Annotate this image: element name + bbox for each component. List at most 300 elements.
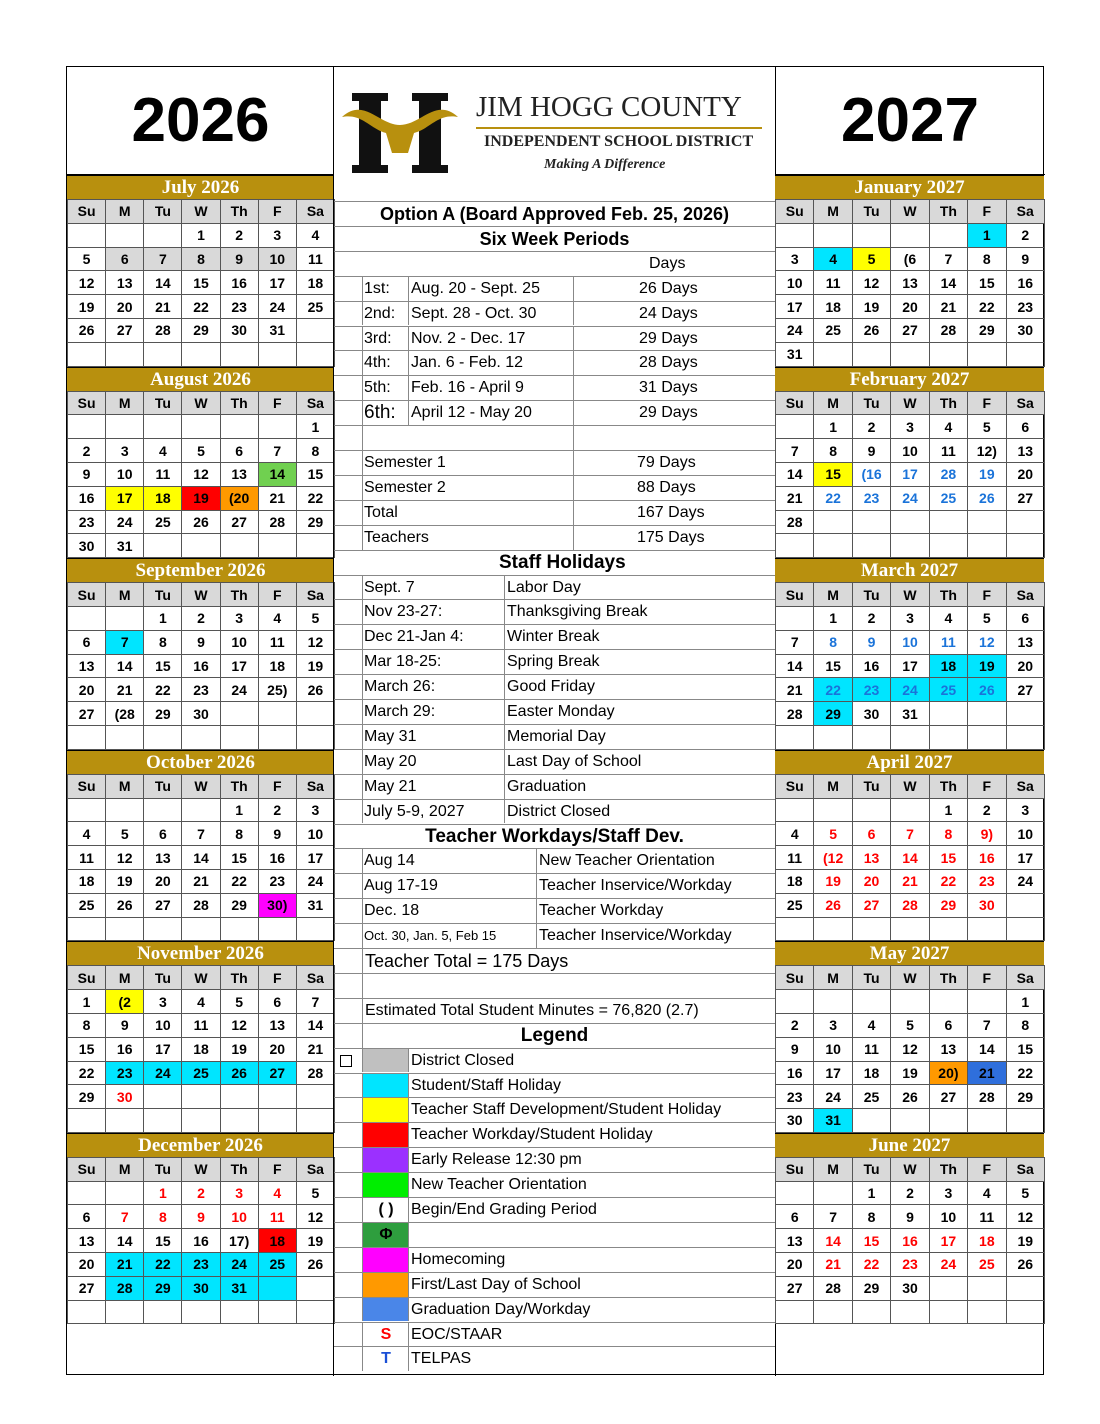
day-cell: 5 (220, 990, 258, 1014)
day-cell: 4 (182, 990, 220, 1014)
day-cell: 19 (968, 654, 1006, 678)
grading-period-row (334, 301, 775, 326)
column-divider (536, 899, 537, 923)
day-cell: 5 (182, 439, 220, 463)
day-cell: 26 (106, 893, 144, 917)
day-cell: 1 (968, 223, 1006, 247)
month-grid (67, 774, 335, 942)
day-cell (296, 534, 334, 558)
grading-period-row (334, 375, 775, 400)
weekday-header: Th (929, 966, 967, 990)
month-title: May 2027 (775, 941, 1044, 965)
period-number: 4th: (364, 354, 391, 372)
day-cell: 30) (258, 893, 296, 917)
day-cell: 8 (220, 822, 258, 846)
day-cell (1006, 725, 1044, 749)
column-divider (362, 1323, 363, 1347)
day-cell: 26 (852, 318, 890, 342)
day-cell (814, 725, 852, 749)
weekday-header: W (891, 391, 929, 415)
day-cell (814, 223, 852, 247)
day-cell: 3 (891, 415, 929, 439)
period-days: 29 Days (639, 329, 698, 347)
left-month-1 (67, 367, 334, 559)
day-cell: 26 (1006, 1253, 1044, 1277)
weekday-header: Su (68, 391, 106, 415)
column-divider (573, 501, 574, 525)
weekday-header: Tu (144, 774, 182, 798)
day-cell: 19 (968, 462, 1006, 486)
day-cell (106, 725, 144, 749)
day-cell: 13 (144, 846, 182, 870)
day-cell: 18 (296, 271, 334, 295)
day-cell (258, 415, 296, 439)
day-cell (776, 990, 814, 1014)
day-cell: 18 (258, 654, 296, 678)
day-cell (258, 917, 296, 941)
day-cell: 1 (1006, 990, 1044, 1014)
day-cell (968, 534, 1006, 558)
day-cell: 11 (814, 271, 852, 295)
weekday-header: Su (68, 966, 106, 990)
day-cell: 25 (144, 510, 182, 534)
weekday-header: W (182, 200, 220, 224)
day-cell: 31 (776, 342, 814, 366)
day-cell: 16 (852, 654, 890, 678)
month-title: September 2026 (67, 558, 334, 582)
weekday-header: W (891, 774, 929, 798)
day-cell: 6 (852, 822, 890, 846)
weekday-header: Th (929, 200, 967, 224)
day-cell: 11 (296, 247, 334, 271)
column-divider (362, 302, 363, 326)
holiday-date: July 5-9, 2027 (364, 802, 465, 820)
column-divider (362, 327, 363, 351)
day-cell (814, 1300, 852, 1324)
day-cell: 24 (776, 318, 814, 342)
day-cell: 10 (144, 1013, 182, 1037)
day-cell: 16 (891, 1229, 929, 1253)
day-cell: 3 (220, 1181, 258, 1205)
day-cell: 14 (929, 271, 967, 295)
weekday-header: Tu (852, 391, 890, 415)
day-cell (296, 917, 334, 941)
holiday-date: Dec 21-Jan 4: (364, 628, 464, 646)
period-range: Sept. 28 - Oct. 30 (411, 304, 537, 322)
weekday-header: Tu (852, 966, 890, 990)
legend-label: Teacher Staff Development/Student Holiday (411, 1101, 722, 1119)
day-cell (68, 415, 106, 439)
day-cell: 22 (144, 678, 182, 702)
column-divider (362, 476, 363, 500)
left-month-3 (67, 750, 334, 942)
day-cell: 28 (296, 1061, 334, 1085)
legend-swatch (363, 1098, 408, 1122)
day-cell: 7 (891, 822, 929, 846)
day-cell: 23 (852, 678, 890, 702)
column-divider (408, 1273, 409, 1297)
day-cell: 8 (929, 822, 967, 846)
day-cell (929, 342, 967, 366)
day-cell: 8 (814, 439, 852, 463)
day-cell: 29 (1006, 1085, 1044, 1109)
day-cell: 14 (258, 462, 296, 486)
weekday-header: W (891, 583, 929, 607)
day-cell: 20 (776, 1253, 814, 1277)
day-cell (258, 702, 296, 726)
day-cell: 29 (852, 1276, 890, 1300)
day-cell (106, 1181, 144, 1205)
column-divider (408, 401, 409, 425)
day-cell: 11 (929, 630, 967, 654)
day-cell: 29 (182, 318, 220, 342)
day-cell: 7 (106, 1205, 144, 1229)
day-cell: 2 (1006, 223, 1044, 247)
day-cell (182, 917, 220, 941)
column-divider (504, 750, 505, 774)
day-cell: 10 (258, 247, 296, 271)
column-divider (536, 924, 537, 948)
day-cell: 11 (144, 462, 182, 486)
day-cell: 3 (929, 1181, 967, 1205)
total-days: 79 Days (637, 454, 696, 471)
weekday-header: Th (929, 774, 967, 798)
day-cell: 4 (852, 1013, 890, 1037)
column-divider (408, 1248, 409, 1272)
weekday-header: M (814, 774, 852, 798)
day-cell (929, 510, 967, 534)
column-divider (362, 775, 363, 799)
day-cell: 23 (776, 1085, 814, 1109)
day-cell (68, 606, 106, 630)
day-cell: 30 (968, 893, 1006, 917)
day-cell: 2 (852, 606, 890, 630)
legend-label: New Teacher Orientation (411, 1176, 587, 1194)
day-cell: 30 (891, 1276, 929, 1300)
day-cell (852, 725, 890, 749)
day-cell: 6 (1006, 606, 1044, 630)
holiday-row (334, 799, 775, 824)
day-cell: 29 (144, 702, 182, 726)
day-cell (891, 510, 929, 534)
column-divider (362, 800, 363, 824)
day-cell: 17 (929, 1229, 967, 1253)
day-cell: 22 (68, 1061, 106, 1085)
day-cell: 6 (220, 439, 258, 463)
day-cell: 17 (296, 846, 334, 870)
weekday-header: Su (776, 1157, 814, 1181)
day-cell: 13 (220, 462, 258, 486)
day-cell: 25 (68, 893, 106, 917)
day-cell: 23 (968, 869, 1006, 893)
weekday-header: Tu (144, 583, 182, 607)
month-grid (775, 965, 1045, 1133)
day-cell: 10 (296, 822, 334, 846)
column-divider (362, 625, 363, 649)
day-cell (296, 1109, 334, 1133)
weekday-header: M (814, 200, 852, 224)
day-cell: 4 (814, 247, 852, 271)
day-cell (220, 1085, 258, 1109)
day-cell: 20 (258, 1037, 296, 1061)
day-cell: 1 (929, 798, 967, 822)
day-cell: 7 (968, 1013, 1006, 1037)
day-cell (929, 1300, 967, 1324)
day-cell (1006, 1109, 1044, 1133)
day-cell: 22 (968, 295, 1006, 319)
grading-period-row (334, 326, 775, 351)
day-cell: 14 (891, 846, 929, 870)
period-days: 29 Days (639, 404, 698, 422)
day-cell: 27 (68, 702, 106, 726)
day-cell (220, 342, 258, 366)
day-cell (144, 1085, 182, 1109)
day-cell (220, 725, 258, 749)
column-divider (504, 576, 505, 600)
day-cell (220, 1300, 258, 1324)
day-cell (182, 725, 220, 749)
column-divider (573, 401, 574, 425)
day-cell: 4 (929, 415, 967, 439)
legend-row (334, 1322, 775, 1347)
period-number: 1st: (364, 279, 390, 297)
holiday-date: May 31 (364, 727, 417, 745)
day-cell (852, 798, 890, 822)
day-cell: 28 (182, 893, 220, 917)
day-cell: 28 (776, 510, 814, 534)
holiday-date: March 29: (364, 703, 436, 720)
day-cell: 9 (258, 822, 296, 846)
weekday-header: W (182, 391, 220, 415)
day-cell (929, 917, 967, 941)
periods-title: Six Week Periods (479, 228, 630, 249)
day-cell: 21 (929, 295, 967, 319)
weekday-header: Su (68, 583, 106, 607)
column-divider (362, 999, 363, 1023)
day-cell: 14 (968, 1037, 1006, 1061)
day-cell: 17 (106, 486, 144, 510)
day-cell (258, 1085, 296, 1109)
column-divider (362, 700, 363, 724)
day-cell: 9 (220, 247, 258, 271)
weekday-header: Th (929, 391, 967, 415)
legend-row (334, 1122, 775, 1147)
weekday-header: Tu (852, 583, 890, 607)
day-cell: 17 (258, 271, 296, 295)
day-cell: 2 (258, 798, 296, 822)
workdays-title: Teacher Workdays/Staff Dev. (425, 825, 684, 847)
day-cell: 24 (891, 486, 929, 510)
day-cell (891, 917, 929, 941)
grading-period-row (334, 400, 775, 425)
day-cell: 22 (296, 486, 334, 510)
weekday-header: Sa (1006, 966, 1044, 990)
column-divider (362, 426, 363, 450)
day-cell: 9 (106, 1013, 144, 1037)
semester-total-row (334, 525, 775, 550)
semester-total-row (334, 475, 775, 500)
day-cell: 5 (968, 606, 1006, 630)
day-cell: 20) (929, 1061, 967, 1085)
day-cell (258, 725, 296, 749)
day-cell: 16 (1006, 271, 1044, 295)
day-cell: 23 (68, 510, 106, 534)
day-cell (968, 990, 1006, 1014)
day-cell: 6 (68, 1205, 106, 1229)
legend-swatch (363, 1298, 408, 1322)
day-cell (182, 1300, 220, 1324)
day-cell: 9 (182, 630, 220, 654)
spacer-row (334, 973, 775, 998)
column-divider (536, 874, 537, 898)
weekday-header: Th (929, 583, 967, 607)
day-cell (296, 1276, 334, 1300)
day-cell: 19 (182, 486, 220, 510)
day-cell: 16 (258, 846, 296, 870)
column-divider (362, 1198, 363, 1222)
day-cell (929, 990, 967, 1014)
column-divider (504, 625, 505, 649)
day-cell: 14 (296, 1013, 334, 1037)
day-cell: 9 (852, 630, 890, 654)
day-cell (258, 1300, 296, 1324)
day-cell: 31 (106, 534, 144, 558)
legend-row (334, 1172, 775, 1197)
day-cell: 29 (144, 1276, 182, 1300)
day-cell: 29 (220, 893, 258, 917)
day-cell: 8 (1006, 1013, 1044, 1037)
day-cell (852, 1300, 890, 1324)
column-divider (573, 302, 574, 326)
month-title: January 2027 (775, 175, 1044, 199)
day-cell: 5 (968, 415, 1006, 439)
day-cell (258, 1276, 296, 1300)
weekday-header: Su (776, 583, 814, 607)
weekday-header: Su (68, 1157, 106, 1181)
day-cell: 2 (182, 1181, 220, 1205)
day-cell (968, 510, 1006, 534)
day-cell: 20 (891, 295, 929, 319)
legend-row (334, 1247, 775, 1272)
day-cell (106, 415, 144, 439)
holiday-row (334, 575, 775, 600)
column-divider (408, 376, 409, 400)
day-cell: 5 (852, 247, 890, 271)
day-cell: 2 (852, 415, 890, 439)
month-title: April 2027 (775, 750, 1044, 774)
day-cell: (6 (891, 247, 929, 271)
weekday-header: F (968, 774, 1006, 798)
day-cell: 11 (68, 846, 106, 870)
day-cell: 10 (814, 1037, 852, 1061)
day-cell: 14 (106, 654, 144, 678)
holiday-name: Last Day of School (507, 752, 642, 770)
day-cell: 25 (182, 1061, 220, 1085)
day-cell: 22 (814, 678, 852, 702)
day-cell: 15 (929, 846, 967, 870)
day-cell (68, 342, 106, 366)
legend-row (334, 1147, 775, 1172)
day-cell: 28 (106, 1276, 144, 1300)
day-cell: 10 (1006, 822, 1044, 846)
legend-row (334, 1048, 775, 1073)
day-cell: 5 (296, 606, 334, 630)
day-cell (852, 917, 890, 941)
day-cell: 26 (220, 1061, 258, 1085)
weekday-header: Tu (144, 966, 182, 990)
month-title: March 2027 (775, 558, 1044, 582)
day-cell: 27 (220, 510, 258, 534)
column-divider (573, 351, 574, 375)
day-cell (814, 510, 852, 534)
day-cell (1006, 534, 1044, 558)
weekday-header: W (182, 774, 220, 798)
month-title: December 2026 (67, 1133, 334, 1157)
day-cell: 3 (220, 606, 258, 630)
holiday-row (334, 724, 775, 749)
day-cell (220, 1109, 258, 1133)
day-cell: 17 (144, 1037, 182, 1061)
weekday-header: Sa (1006, 583, 1044, 607)
day-cell: 16 (68, 486, 106, 510)
month-title: October 2026 (67, 750, 334, 774)
workday-row (334, 898, 775, 923)
day-cell: 13 (891, 271, 929, 295)
day-cell: 15 (182, 271, 220, 295)
weekday-header: Th (220, 1157, 258, 1181)
day-cell: 6 (106, 247, 144, 271)
weekday-header: F (258, 966, 296, 990)
column-divider (504, 675, 505, 699)
day-cell (929, 702, 967, 726)
day-cell: 29 (68, 1085, 106, 1109)
column-divider (362, 351, 363, 375)
day-cell: 15 (852, 1229, 890, 1253)
day-cell (852, 342, 890, 366)
day-cell: 30 (106, 1085, 144, 1109)
weekday-header: Th (220, 391, 258, 415)
day-cell: 21 (776, 486, 814, 510)
day-cell: 15 (968, 271, 1006, 295)
day-cell: 12 (891, 1037, 929, 1061)
day-cell: 27 (106, 318, 144, 342)
weekday-header: Th (220, 774, 258, 798)
day-cell: 15 (814, 654, 852, 678)
column-divider (408, 1074, 409, 1098)
day-cell: 13 (258, 1013, 296, 1037)
day-cell (776, 223, 814, 247)
day-cell: 11 (968, 1205, 1006, 1229)
right-month-1 (775, 367, 1044, 559)
day-cell: 18 (968, 1229, 1006, 1253)
day-cell (296, 1085, 334, 1109)
weekday-header: M (814, 966, 852, 990)
right-month-0 (775, 175, 1044, 367)
day-cell: 3 (1006, 798, 1044, 822)
day-cell: 30 (182, 1276, 220, 1300)
holiday-row (334, 624, 775, 649)
day-cell: 7 (182, 822, 220, 846)
day-cell: 12 (106, 846, 144, 870)
column-divider (573, 451, 574, 475)
day-cell: 7 (144, 247, 182, 271)
holiday-row (334, 774, 775, 799)
legend-swatch (363, 1173, 408, 1197)
day-cell: 20 (106, 295, 144, 319)
day-cell: 27 (852, 893, 890, 917)
weekday-header: F (968, 966, 1006, 990)
day-cell: 23 (258, 869, 296, 893)
